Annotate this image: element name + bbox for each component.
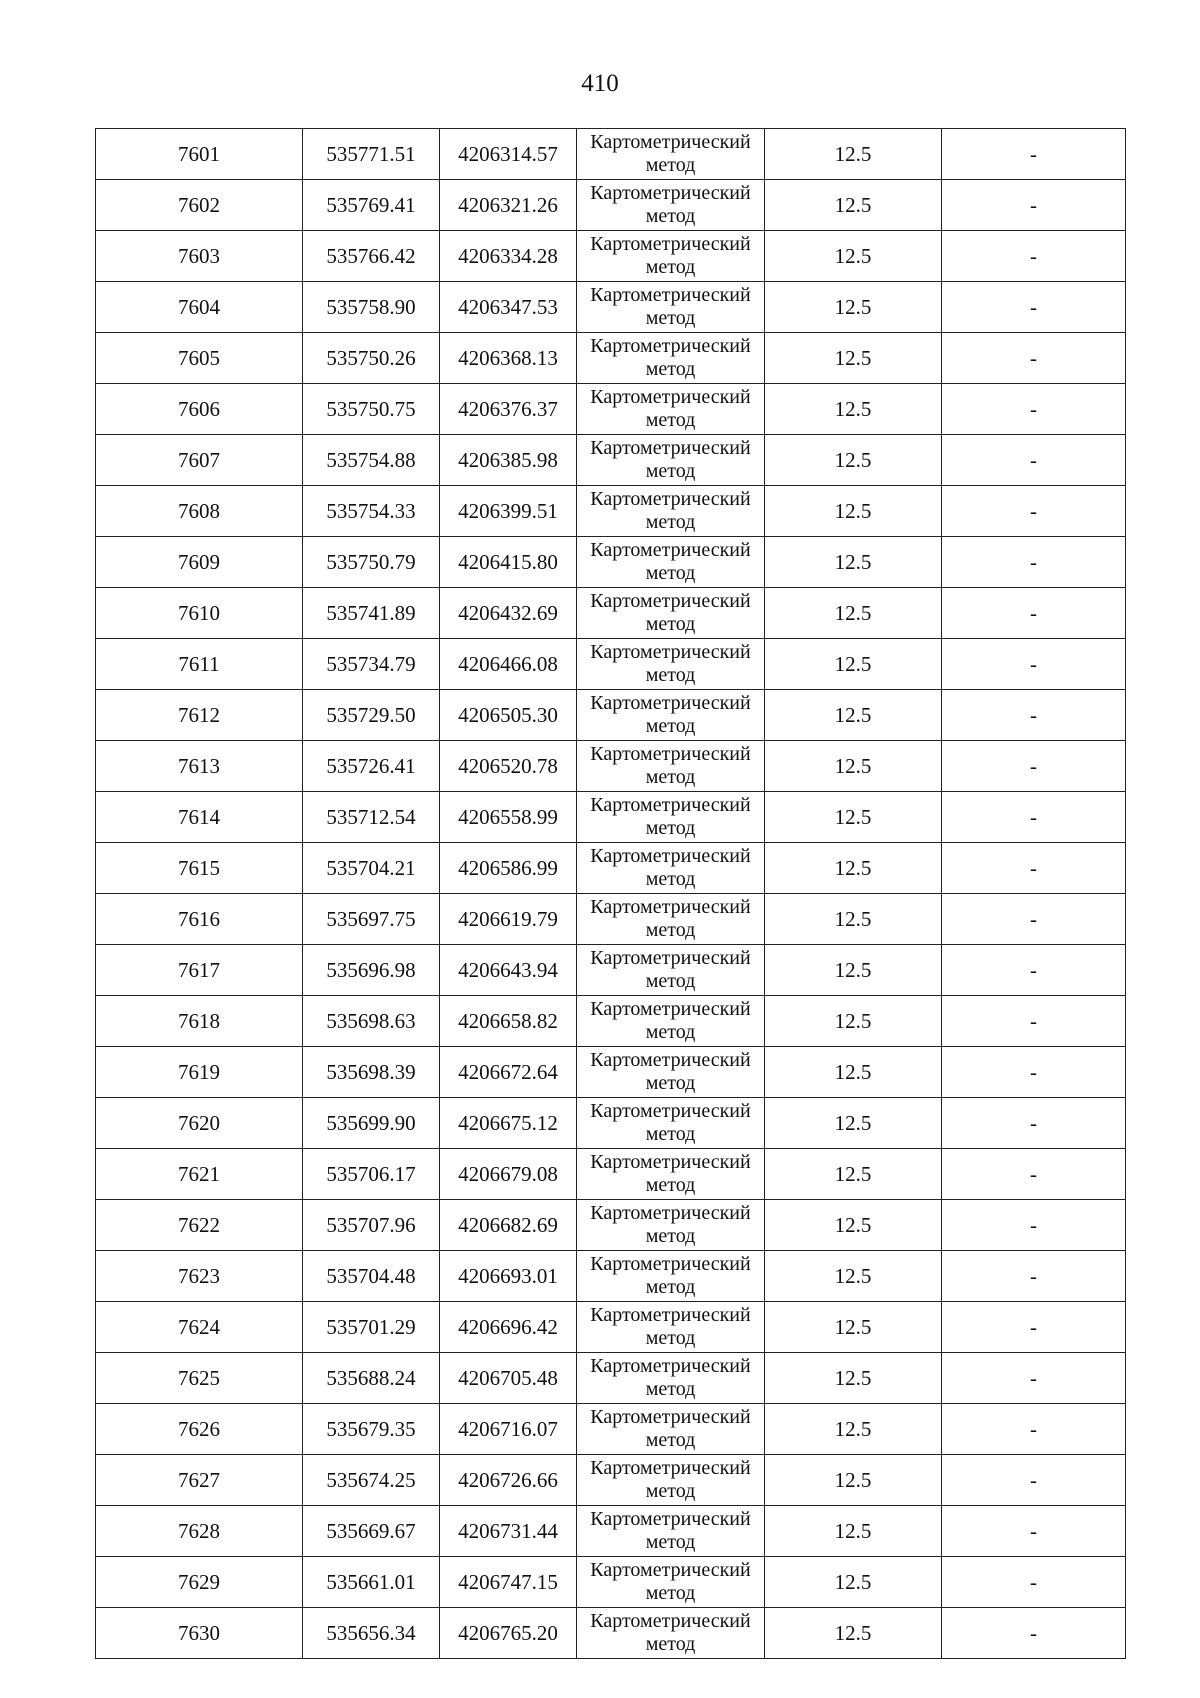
method-cell [577, 792, 765, 843]
point-number-cell: 7625 [96, 1353, 303, 1404]
note-cell: - [942, 1251, 1126, 1302]
accuracy-cell: 12.5 [765, 1149, 942, 1200]
y-coordinate-cell: 4206376.37 [440, 384, 577, 435]
method-line-2: метод [645, 715, 696, 737]
point-number-cell: 7606 [96, 384, 303, 435]
point-number-cell: 7603 [96, 231, 303, 282]
table-row [96, 1506, 1126, 1557]
y-coordinate-cell: 4206558.99 [440, 792, 577, 843]
accuracy-cell: 12.5 [765, 741, 942, 792]
method-line-2: метод [645, 1021, 696, 1043]
table-row [96, 231, 1126, 282]
method-cell [577, 843, 765, 894]
method-line-1: Картометрический [590, 335, 751, 357]
y-coordinate-cell: 4206731.44 [440, 1506, 577, 1557]
y-coordinate-cell: 4206682.69 [440, 1200, 577, 1251]
y-coordinate-cell: 4206368.13 [440, 333, 577, 384]
method-line-1: Картометрический [590, 1100, 751, 1122]
coordinates-table [95, 128, 1126, 1659]
point-number-cell: 7607 [96, 435, 303, 486]
method-line-1: Картометрический [590, 998, 751, 1020]
point-number-cell: 7613 [96, 741, 303, 792]
y-coordinate-cell: 4206314.57 [440, 129, 577, 180]
method-line-2: метод [645, 307, 696, 329]
y-coordinate-cell: 4206586.99 [440, 843, 577, 894]
x-coordinate-cell: 535750.79 [303, 537, 440, 588]
x-coordinate-cell: 535697.75 [303, 894, 440, 945]
accuracy-cell: 12.5 [765, 180, 942, 231]
accuracy-cell: 12.5 [765, 1047, 942, 1098]
method-cell [577, 690, 765, 741]
method-cell [577, 1302, 765, 1353]
note-cell: - [942, 129, 1126, 180]
note-cell: - [942, 1302, 1126, 1353]
table-row [96, 639, 1126, 690]
y-coordinate-cell: 4206466.08 [440, 639, 577, 690]
x-coordinate-cell: 535712.54 [303, 792, 440, 843]
note-cell: - [942, 1608, 1126, 1659]
method-cell [577, 282, 765, 333]
table-body [96, 129, 1126, 1659]
point-number-cell: 7619 [96, 1047, 303, 1098]
method-line-2: метод [645, 1378, 696, 1400]
note-cell: - [942, 1353, 1126, 1404]
method-cell [577, 180, 765, 231]
x-coordinate-cell: 535679.35 [303, 1404, 440, 1455]
table-row [96, 1098, 1126, 1149]
y-coordinate-cell: 4206696.42 [440, 1302, 577, 1353]
point-number-cell: 7611 [96, 639, 303, 690]
method-line-2: метод [645, 256, 696, 278]
point-number-cell: 7615 [96, 843, 303, 894]
accuracy-cell: 12.5 [765, 588, 942, 639]
point-number-cell: 7614 [96, 792, 303, 843]
method-line-2: метод [645, 409, 696, 431]
accuracy-cell: 12.5 [765, 486, 942, 537]
point-number-cell: 7628 [96, 1506, 303, 1557]
method-cell [577, 384, 765, 435]
x-coordinate-cell: 535688.24 [303, 1353, 440, 1404]
method-cell [577, 1251, 765, 1302]
accuracy-cell: 12.5 [765, 1098, 942, 1149]
note-cell: - [942, 690, 1126, 741]
point-number-cell: 7624 [96, 1302, 303, 1353]
table-row [96, 894, 1126, 945]
method-cell [577, 1455, 765, 1506]
method-line-2: метод [645, 1480, 696, 1502]
method-line-2: метод [645, 1327, 696, 1349]
method-line-2: метод [645, 1531, 696, 1553]
point-number-cell: 7609 [96, 537, 303, 588]
x-coordinate-cell: 535701.29 [303, 1302, 440, 1353]
note-cell: - [942, 1404, 1126, 1455]
table-row [96, 333, 1126, 384]
x-coordinate-cell: 535766.42 [303, 231, 440, 282]
method-cell [577, 333, 765, 384]
table-row [96, 486, 1126, 537]
point-number-cell: 7616 [96, 894, 303, 945]
x-coordinate-cell: 535769.41 [303, 180, 440, 231]
table-row [96, 741, 1126, 792]
method-cell [577, 945, 765, 996]
table-row [96, 843, 1126, 894]
method-line-1: Картометрический [590, 947, 751, 969]
point-number-cell: 7623 [96, 1251, 303, 1302]
method-line-2: метод [645, 1072, 696, 1094]
method-cell [577, 1353, 765, 1404]
x-coordinate-cell: 535707.96 [303, 1200, 440, 1251]
x-coordinate-cell: 535656.34 [303, 1608, 440, 1659]
table-row [96, 588, 1126, 639]
note-cell: - [942, 180, 1126, 231]
method-line-1: Картометрический [590, 437, 751, 459]
method-line-2: метод [645, 1276, 696, 1298]
note-cell: - [942, 792, 1126, 843]
method-cell [577, 1506, 765, 1557]
point-number-cell: 7601 [96, 129, 303, 180]
table-row [96, 1353, 1126, 1404]
table-row [96, 537, 1126, 588]
accuracy-cell: 12.5 [765, 435, 942, 486]
y-coordinate-cell: 4206643.94 [440, 945, 577, 996]
method-line-1: Картометрический [590, 131, 751, 153]
method-line-2: метод [645, 868, 696, 890]
note-cell: - [942, 945, 1126, 996]
method-line-1: Картометрический [590, 1253, 751, 1275]
table-row [96, 1455, 1126, 1506]
page-number: 410 [581, 70, 619, 97]
table-row [96, 1404, 1126, 1455]
method-line-2: метод [645, 1174, 696, 1196]
point-number-cell: 7608 [96, 486, 303, 537]
note-cell: - [942, 1149, 1126, 1200]
x-coordinate-cell: 535706.17 [303, 1149, 440, 1200]
method-cell [577, 537, 765, 588]
x-coordinate-cell: 535696.98 [303, 945, 440, 996]
method-cell [577, 1200, 765, 1251]
accuracy-cell: 12.5 [765, 1404, 942, 1455]
method-line-1: Картометрический [590, 539, 751, 561]
note-cell: - [942, 1557, 1126, 1608]
method-line-1: Картометрический [590, 641, 751, 663]
accuracy-cell: 12.5 [765, 792, 942, 843]
point-number-cell: 7620 [96, 1098, 303, 1149]
method-line-2: метод [645, 205, 696, 227]
table-row [96, 792, 1126, 843]
note-cell: - [942, 1047, 1126, 1098]
method-line-1: Картометрический [590, 1610, 751, 1632]
table-row [96, 690, 1126, 741]
method-line-1: Картометрический [590, 284, 751, 306]
table-row [96, 384, 1126, 435]
method-cell [577, 1404, 765, 1455]
note-cell: - [942, 741, 1126, 792]
accuracy-cell: 12.5 [765, 1608, 942, 1659]
method-line-1: Картометрический [590, 1151, 751, 1173]
method-line-1: Картометрический [590, 1508, 751, 1530]
table-row [96, 129, 1126, 180]
note-cell: - [942, 1506, 1126, 1557]
accuracy-cell: 12.5 [765, 537, 942, 588]
method-line-1: Картометрический [590, 692, 751, 714]
y-coordinate-cell: 4206385.98 [440, 435, 577, 486]
method-line-2: метод [645, 664, 696, 686]
method-cell [577, 1608, 765, 1659]
point-number-cell: 7610 [96, 588, 303, 639]
method-line-1: Картометрический [590, 1559, 751, 1581]
method-line-1: Картометрический [590, 488, 751, 510]
x-coordinate-cell: 535734.79 [303, 639, 440, 690]
method-line-1: Картометрический [590, 182, 751, 204]
note-cell: - [942, 231, 1126, 282]
method-line-2: метод [645, 358, 696, 380]
note-cell: - [942, 1098, 1126, 1149]
method-line-2: метод [645, 511, 696, 533]
note-cell: - [942, 384, 1126, 435]
y-coordinate-cell: 4206399.51 [440, 486, 577, 537]
accuracy-cell: 12.5 [765, 843, 942, 894]
table-row [96, 1047, 1126, 1098]
y-coordinate-cell: 4206520.78 [440, 741, 577, 792]
x-coordinate-cell: 535754.88 [303, 435, 440, 486]
y-coordinate-cell: 4206716.07 [440, 1404, 577, 1455]
accuracy-cell: 12.5 [765, 1251, 942, 1302]
x-coordinate-cell: 535726.41 [303, 741, 440, 792]
table-row [96, 435, 1126, 486]
table-row [96, 1251, 1126, 1302]
table-row [96, 1149, 1126, 1200]
y-coordinate-cell: 4206334.28 [440, 231, 577, 282]
x-coordinate-cell: 535741.89 [303, 588, 440, 639]
accuracy-cell: 12.5 [765, 690, 942, 741]
y-coordinate-cell: 4206505.30 [440, 690, 577, 741]
y-coordinate-cell: 4206765.20 [440, 1608, 577, 1659]
x-coordinate-cell: 535698.63 [303, 996, 440, 1047]
note-cell: - [942, 486, 1126, 537]
y-coordinate-cell: 4206705.48 [440, 1353, 577, 1404]
y-coordinate-cell: 4206726.66 [440, 1455, 577, 1506]
x-coordinate-cell: 535699.90 [303, 1098, 440, 1149]
method-cell [577, 1557, 765, 1608]
method-line-2: метод [645, 919, 696, 941]
note-cell: - [942, 333, 1126, 384]
method-line-2: метод [645, 613, 696, 635]
x-coordinate-cell: 535750.26 [303, 333, 440, 384]
y-coordinate-cell: 4206679.08 [440, 1149, 577, 1200]
method-line-1: Картометрический [590, 743, 751, 765]
method-line-2: метод [645, 1633, 696, 1655]
method-line-2: метод [645, 562, 696, 584]
accuracy-cell: 12.5 [765, 1200, 942, 1251]
accuracy-cell: 12.5 [765, 1506, 942, 1557]
method-line-1: Картометрический [590, 1355, 751, 1377]
x-coordinate-cell: 535729.50 [303, 690, 440, 741]
point-number-cell: 7602 [96, 180, 303, 231]
note-cell: - [942, 1200, 1126, 1251]
accuracy-cell: 12.5 [765, 1557, 942, 1608]
point-number-cell: 7621 [96, 1149, 303, 1200]
note-cell: - [942, 843, 1126, 894]
method-line-2: метод [645, 1582, 696, 1604]
method-line-1: Картометрический [590, 1202, 751, 1224]
x-coordinate-cell: 535771.51 [303, 129, 440, 180]
method-cell [577, 894, 765, 945]
y-coordinate-cell: 4206321.26 [440, 180, 577, 231]
accuracy-cell: 12.5 [765, 894, 942, 945]
method-cell [577, 129, 765, 180]
point-number-cell: 7627 [96, 1455, 303, 1506]
method-line-1: Картометрический [590, 1406, 751, 1428]
method-line-1: Картометрический [590, 1457, 751, 1479]
method-line-2: метод [645, 1225, 696, 1247]
x-coordinate-cell: 535704.21 [303, 843, 440, 894]
x-coordinate-cell: 535674.25 [303, 1455, 440, 1506]
method-line-2: метод [645, 817, 696, 839]
method-line-1: Картометрический [590, 845, 751, 867]
note-cell: - [942, 894, 1126, 945]
x-coordinate-cell: 535698.39 [303, 1047, 440, 1098]
y-coordinate-cell: 4206619.79 [440, 894, 577, 945]
table-row [96, 1608, 1126, 1659]
note-cell: - [942, 588, 1126, 639]
note-cell: - [942, 282, 1126, 333]
table-row [96, 1302, 1126, 1353]
table-row [96, 1200, 1126, 1251]
method-line-1: Картометрический [590, 896, 751, 918]
point-number-cell: 7630 [96, 1608, 303, 1659]
method-line-1: Картометрический [590, 386, 751, 408]
y-coordinate-cell: 4206747.15 [440, 1557, 577, 1608]
y-coordinate-cell: 4206675.12 [440, 1098, 577, 1149]
point-number-cell: 7617 [96, 945, 303, 996]
y-coordinate-cell: 4206415.80 [440, 537, 577, 588]
y-coordinate-cell: 4206658.82 [440, 996, 577, 1047]
method-line-2: метод [645, 1429, 696, 1451]
point-number-cell: 7626 [96, 1404, 303, 1455]
method-cell [577, 231, 765, 282]
note-cell: - [942, 1455, 1126, 1506]
y-coordinate-cell: 4206672.64 [440, 1047, 577, 1098]
method-cell [577, 486, 765, 537]
method-line-2: метод [645, 460, 696, 482]
method-line-2: метод [645, 766, 696, 788]
point-number-cell: 7629 [96, 1557, 303, 1608]
accuracy-cell: 12.5 [765, 639, 942, 690]
table-row [96, 1557, 1126, 1608]
method-line-2: метод [645, 970, 696, 992]
note-cell: - [942, 537, 1126, 588]
x-coordinate-cell: 535750.75 [303, 384, 440, 435]
accuracy-cell: 12.5 [765, 282, 942, 333]
table-row [96, 282, 1126, 333]
point-number-cell: 7605 [96, 333, 303, 384]
point-number-cell: 7604 [96, 282, 303, 333]
y-coordinate-cell: 4206347.53 [440, 282, 577, 333]
method-cell [577, 1047, 765, 1098]
table-row [96, 180, 1126, 231]
method-line-2: метод [645, 1123, 696, 1145]
method-cell [577, 1149, 765, 1200]
note-cell: - [942, 435, 1126, 486]
accuracy-cell: 12.5 [765, 1455, 942, 1506]
accuracy-cell: 12.5 [765, 384, 942, 435]
method-line-1: Картометрический [590, 1049, 751, 1071]
method-cell [577, 996, 765, 1047]
accuracy-cell: 12.5 [765, 996, 942, 1047]
method-cell [577, 741, 765, 792]
method-cell [577, 639, 765, 690]
note-cell: - [942, 639, 1126, 690]
method-line-1: Картометрический [590, 590, 751, 612]
accuracy-cell: 12.5 [765, 1302, 942, 1353]
x-coordinate-cell: 535754.33 [303, 486, 440, 537]
x-coordinate-cell: 535758.90 [303, 282, 440, 333]
method-line-1: Картометрический [590, 794, 751, 816]
point-number-cell: 7612 [96, 690, 303, 741]
method-cell [577, 588, 765, 639]
table-row [96, 996, 1126, 1047]
accuracy-cell: 12.5 [765, 333, 942, 384]
method-line-2: метод [645, 154, 696, 176]
table-row [96, 945, 1126, 996]
y-coordinate-cell: 4206693.01 [440, 1251, 577, 1302]
x-coordinate-cell: 535661.01 [303, 1557, 440, 1608]
method-line-1: Картометрический [590, 233, 751, 255]
accuracy-cell: 12.5 [765, 129, 942, 180]
note-cell: - [942, 996, 1126, 1047]
y-coordinate-cell: 4206432.69 [440, 588, 577, 639]
accuracy-cell: 12.5 [765, 945, 942, 996]
method-cell [577, 1098, 765, 1149]
x-coordinate-cell: 535669.67 [303, 1506, 440, 1557]
point-number-cell: 7622 [96, 1200, 303, 1251]
point-number-cell: 7618 [96, 996, 303, 1047]
accuracy-cell: 12.5 [765, 1353, 942, 1404]
x-coordinate-cell: 535704.48 [303, 1251, 440, 1302]
method-line-1: Картометрический [590, 1304, 751, 1326]
method-cell [577, 435, 765, 486]
accuracy-cell: 12.5 [765, 231, 942, 282]
